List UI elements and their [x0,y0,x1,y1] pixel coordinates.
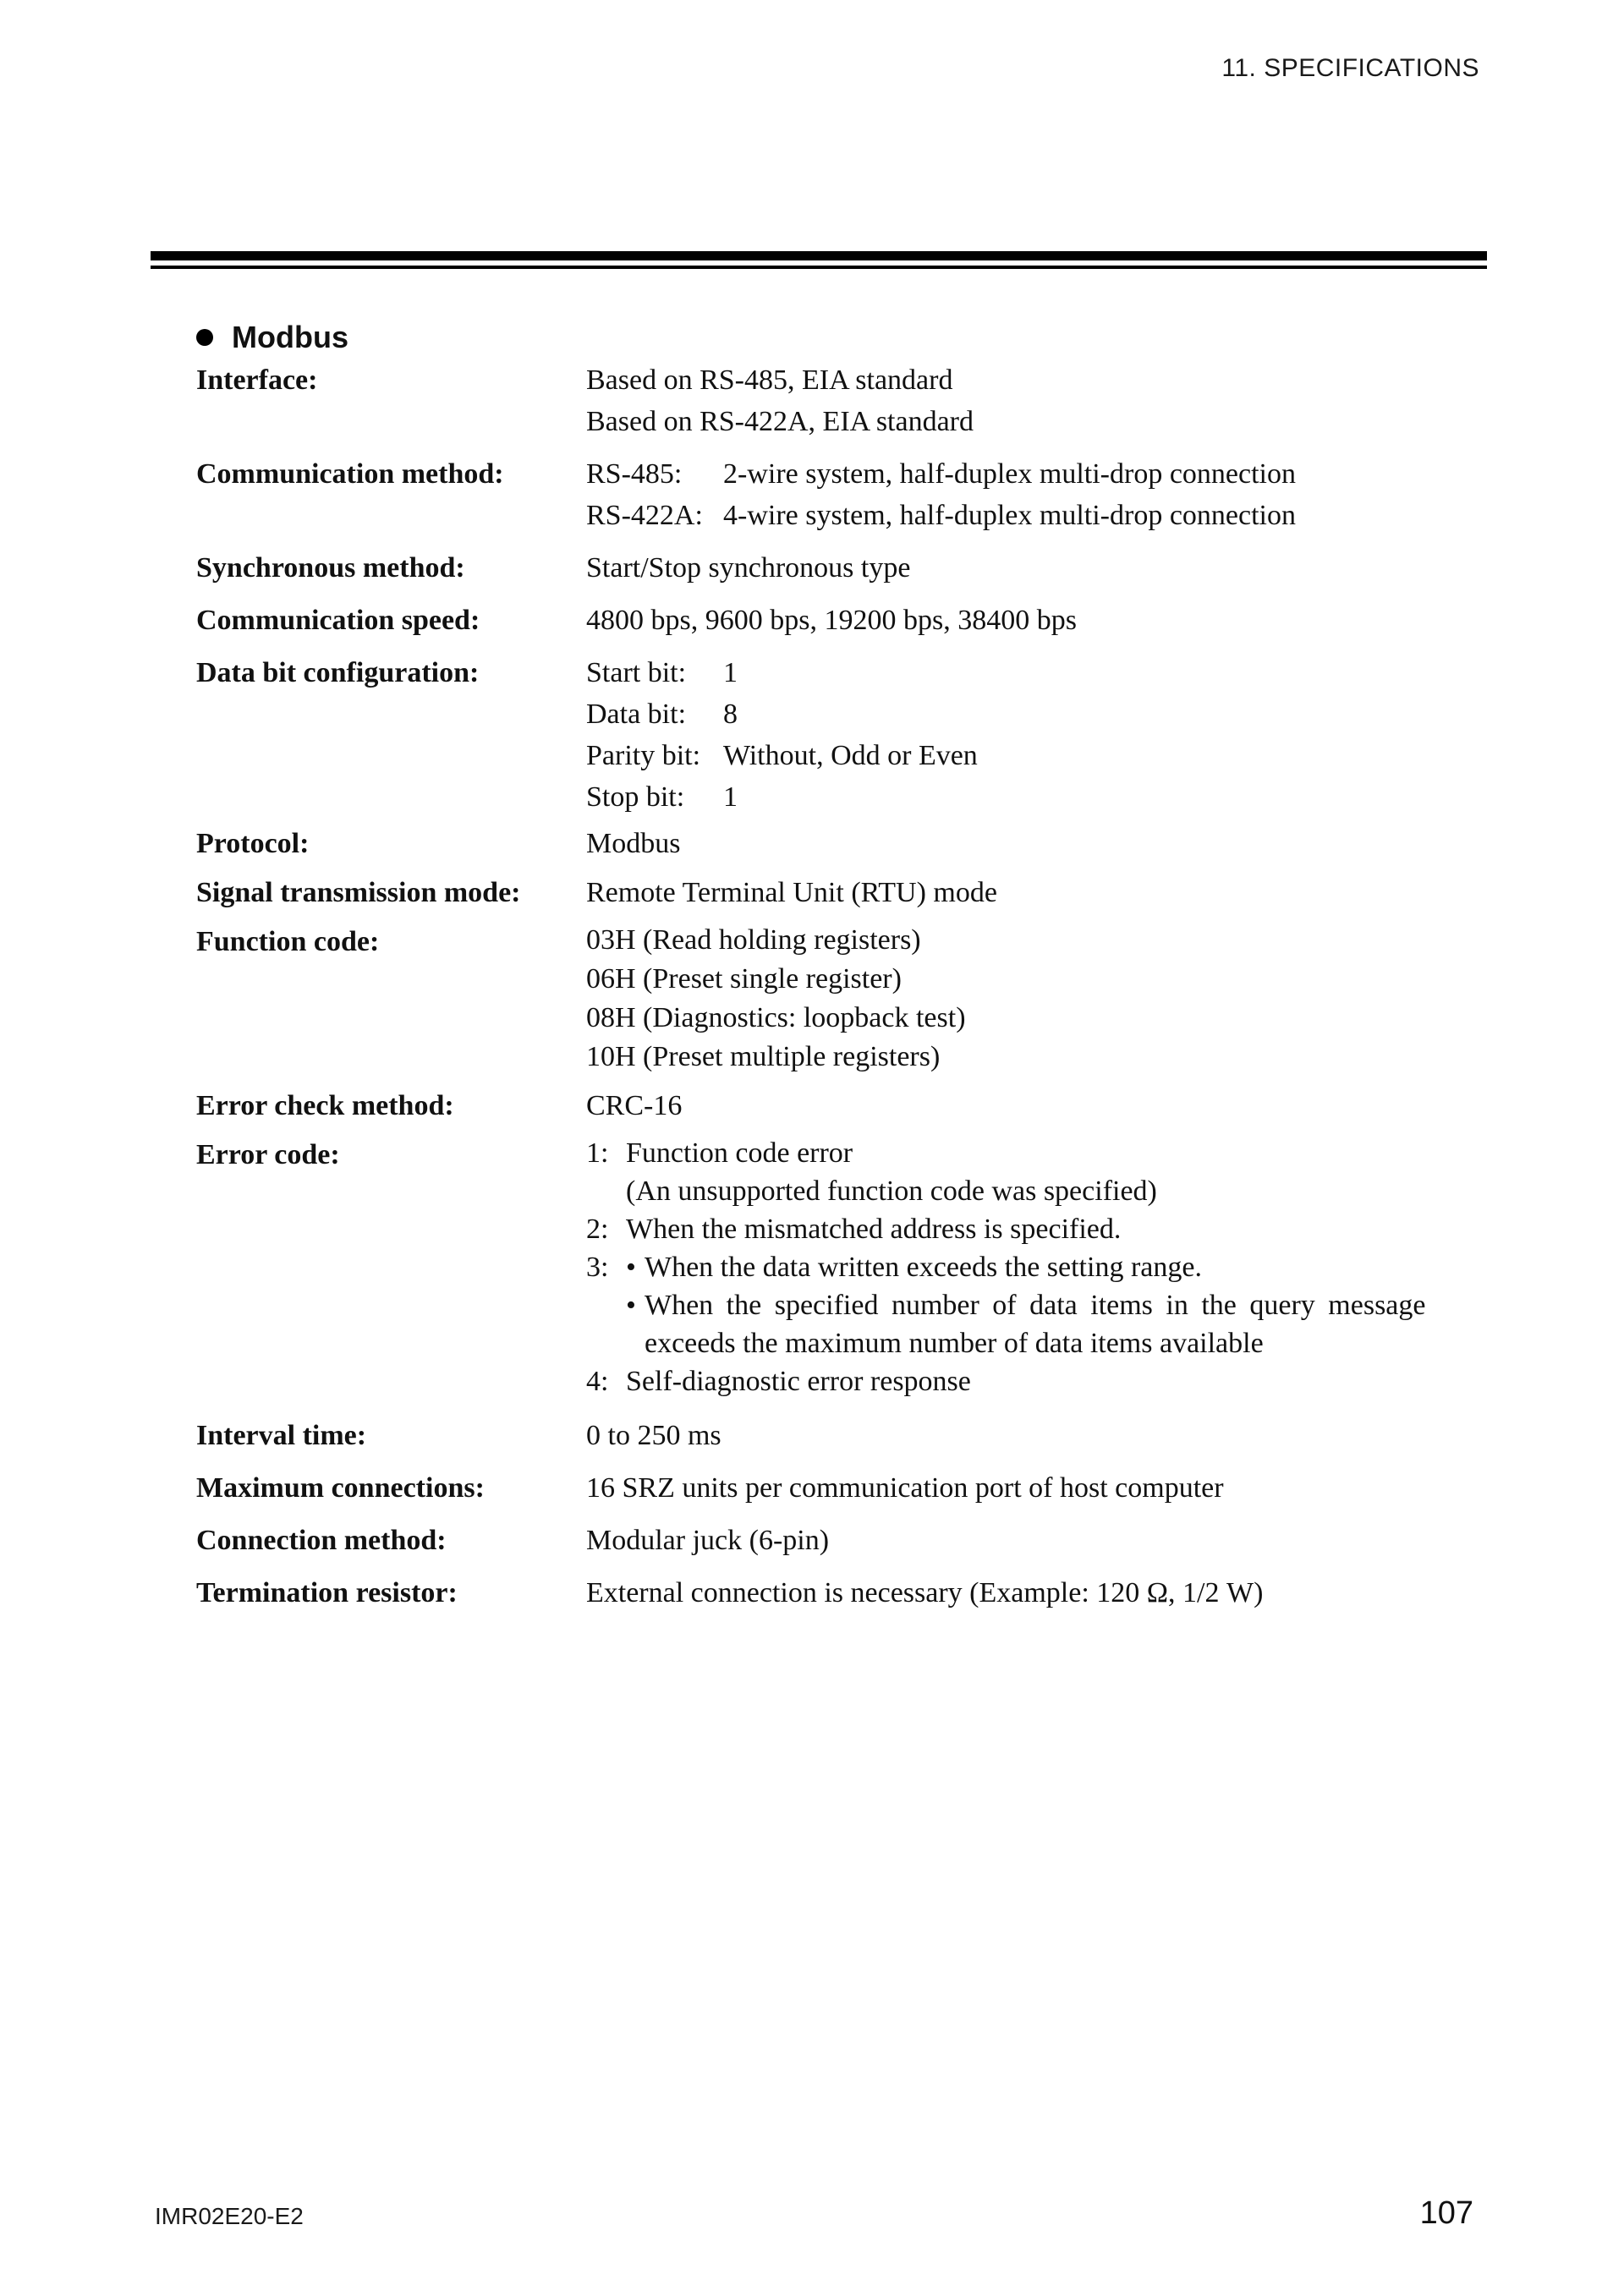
spec-value: Start/Stop synchronous type [586,552,911,584]
spec-label: Connection method: [196,1525,447,1556]
header-rule-thick [151,251,1487,260]
error-item-text: When the specified number of data items in the query message [645,1290,1426,1321]
document-code: IMR02E20-E2 [155,2203,304,2229]
error-item-4 [586,1362,1426,1400]
spec-value-line [586,453,1296,495]
error-item-number: 4: [586,1366,609,1397]
error-item-text: When the data written exceeds the setting range. [645,1252,1202,1283]
spec-subvalue: 1 [723,781,738,813]
header-rule-thin [151,266,1487,269]
spec-subkey: Start bit: [586,657,687,688]
spec-value-line: 06H (Preset single register) [586,963,902,995]
bullet-icon: • [626,1290,636,1321]
spec-value-line: Based on RS-422A, EIA standard [586,406,974,437]
spec-label: Signal transmission mode: [196,877,521,908]
spec-value: Modular juck (6-pin) [586,1525,830,1556]
spec-label: Interface: [196,364,318,396]
spec-value-line [586,693,978,735]
spec-value: Modbus [586,828,681,859]
spec-value [586,359,974,442]
spec-value [586,652,978,818]
running-header: 11. SPECIFICATIONS [1221,54,1479,82]
section-heading [196,320,348,355]
spec-value [586,453,1296,536]
spec-value-line [586,495,1296,536]
spec-label: Data bit configuration: [196,657,480,688]
spec-label: Protocol: [196,828,310,859]
error-item-1-note: (An unsupported function code was specified) [626,1175,1157,1207]
spec-label: Synchronous method: [196,552,465,584]
spec-value: CRC-16 [586,1090,683,1121]
spec-value-line [586,776,978,818]
error-item-3 [586,1248,1426,1286]
spec-subkey: Stop bit: [586,781,685,813]
error-item-text: Self-diagnostic error response [626,1366,971,1397]
spec-value [586,1134,1426,1400]
error-item-number: 3: [586,1252,609,1283]
error-item-text: When the mismatched address is specified. [626,1214,1122,1245]
spec-value-line: Based on RS-485, EIA standard [586,364,953,396]
bullet-icon: • [626,1252,636,1283]
page-number: 107 [1419,2195,1473,2231]
section-heading-text: Modbus [232,320,348,354]
spec-label: Communication method: [196,458,504,490]
spec-value: 4800 bps, 9600 bps, 19200 bps, 38400 bps [586,605,1077,636]
spec-label: Maximum connections: [196,1472,485,1504]
spec-value-line: 03H (Read holding registers) [586,924,921,956]
spec-subkey: Data bit: [586,699,687,730]
error-item-text: Function code error [626,1137,853,1169]
spec-value-line: 08H (Diagnostics: loopback test) [586,1002,966,1033]
error-item-3-bullet-2-continuation: exceeds the maximum number of data items available [645,1328,1264,1359]
spec-subvalue: 4-wire system, half-duplex multi-drop connection [723,500,1296,531]
spec-value-line [586,735,978,776]
spec-value-line: 10H (Preset multiple registers) [586,1041,941,1072]
spec-value: 0 to 250 ms [586,1420,721,1451]
spec-subvalue: 1 [723,657,738,688]
spec-subvalue: 2-wire system, half-duplex multi-drop connection [723,458,1296,490]
spec-value: External connection is necessary (Example: 120 Ω, 1/2 W) [586,1577,1264,1608]
spec-label: Function code: [196,926,380,957]
spec-value: 16 SRZ units per communication port of host computer [586,1472,1224,1504]
spec-label: Interval time: [196,1420,367,1451]
error-item-number: 1: [586,1137,609,1169]
error-item-2 [586,1210,1426,1248]
spec-subkey: Parity bit: [586,740,701,771]
spec-subvalue: 8 [723,699,738,730]
spec-value [586,921,966,1077]
spec-label: Error check method: [196,1090,454,1121]
spec-subvalue: Without, Odd or Even [723,740,978,771]
spec-label: Termination resistor: [196,1577,458,1608]
spec-subkey: RS-422A: [586,500,703,531]
spec-label: Communication speed: [196,605,480,636]
spec-label: Error code: [196,1139,340,1170]
spec-value-line [586,652,978,693]
bullet-icon [196,329,213,346]
spec-value: Remote Terminal Unit (RTU) mode [586,877,997,908]
error-item-3-bullet-2 [586,1286,1426,1324]
error-item-number: 2: [586,1214,609,1245]
error-item-1 [586,1134,1426,1172]
spec-subkey: RS-485: [586,458,683,490]
